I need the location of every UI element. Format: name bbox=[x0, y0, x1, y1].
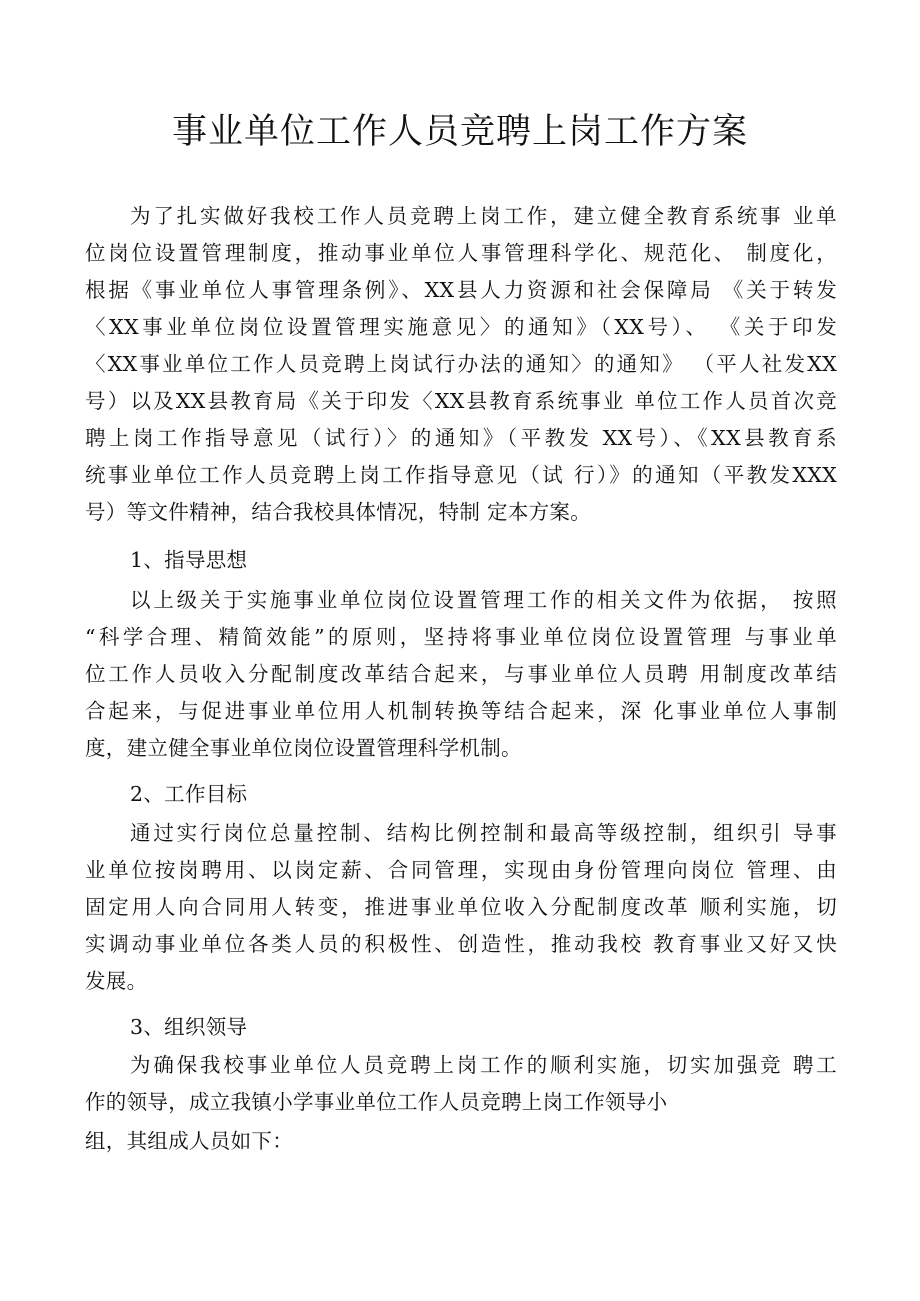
paragraph-line: 〈XX事业单位岗位设置管理实施意见〉的通知》（XX号）、 《关于印发 bbox=[85, 315, 837, 339]
paragraph-line: 合起来，与促进事业单位用人机制转换等结合起来，深 化事业单位人事制 bbox=[85, 699, 837, 723]
section-heading: 3、组织领导 bbox=[130, 1015, 248, 1039]
paragraph-line: 以上级关于实施事业单位岗位设置管理工作的相关文件为依据， 按照 bbox=[130, 588, 837, 612]
section-heading: 1、指导思想 bbox=[130, 548, 248, 572]
paragraph-line: 号）以及XX县教育局《关于印发〈XX县教育系统事业 单位工作人员首次竞 bbox=[85, 389, 837, 413]
paragraph-line: 号）等文件精神，结合我校具体情况，特制 定本方案。 bbox=[85, 500, 592, 524]
paragraph-line: 度，建立健全事业单位岗位设置管理科学机制。 bbox=[85, 736, 522, 760]
paragraph-line: 通过实行岗位总量控制、结构比例控制和最高等级控制，组织引 导事 bbox=[130, 821, 837, 845]
paragraph-line: 业单位按岗聘用、以岗定薪、合同管理，实现由身份管理向岗位 管理、由 bbox=[85, 858, 837, 882]
paragraph-line: 位岗位设置管理制度，推动事业单位人事管理科学化、规范化、 制度化， bbox=[85, 241, 837, 265]
paragraph-line: 为了扎实做好我校工作人员竞聘上岗工作，建立健全教育系统事 业单 bbox=[130, 204, 837, 228]
document-title: 事业单位工作人员竞聘上岗工作方案 bbox=[171, 112, 748, 152]
paragraph-line: 组，其组成人员如下： bbox=[85, 1129, 293, 1153]
paragraph-line: 统事业单位工作人员竞聘上岗工作指导意见（试 行）》的通知（平教发XXX bbox=[85, 463, 837, 487]
paragraph-line: 实调动事业单位各类人员的积极性、创造性，推动我校 教育事业又好又快 bbox=[85, 932, 837, 956]
paragraph-line: 位工作人员收入分配制度改革结合起来，与事业单位人员聘 用制度改革结 bbox=[85, 662, 837, 686]
paragraph-line: 为确保我校事业单位人员竞聘上岗工作的顺利实施，切实加强竞 聘工 bbox=[130, 1053, 837, 1077]
paragraph-line: 固定用人向合同用人转变，推进事业单位收入分配制度改革 顺利实施，切 bbox=[85, 895, 837, 919]
section-heading: 2、工作目标 bbox=[130, 782, 248, 806]
paragraph-line: 作的领导，成立我镇小学事业单位工作人员竞聘上岗工作领导小 bbox=[85, 1090, 668, 1114]
paragraph-line: 根据《事业单位人事管理条例》、XX县人力资源和社会保障局 《关于转发 bbox=[85, 278, 837, 302]
paragraph-line: 聘上岗工作指导意见（试行）〉的通知》（平教发 XX号）、《XX县教育系 bbox=[85, 426, 837, 450]
paragraph-line: “科学合理、精简效能”的原则，坚持将事业单位岗位设置管理 与事业单 bbox=[85, 625, 837, 649]
paragraph-line: 〈XX事业单位工作人员竞聘上岗试行办法的通知〉的通知》 （平人社发XX bbox=[85, 352, 837, 376]
paragraph-line: 发展。 bbox=[85, 969, 148, 993]
